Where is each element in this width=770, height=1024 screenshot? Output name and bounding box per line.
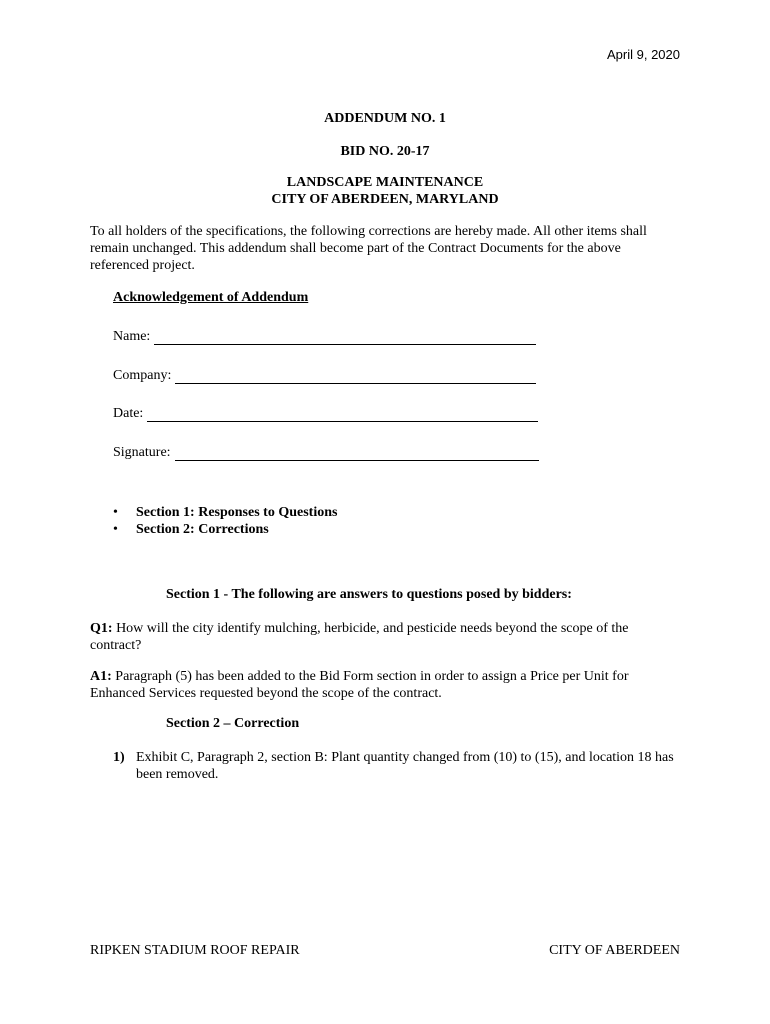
signature-label: Signature: [113,445,171,460]
company-label: Company: [113,368,172,383]
question-tag: Q1: [90,621,113,636]
company-line[interactable] [175,369,536,384]
signature-line[interactable] [175,446,539,461]
correction-number: 1) [113,750,125,765]
list-item-label: Section 1: Responses to Questions [136,505,338,520]
acknowledgement-title: Acknowledgement of Addendum [113,290,309,305]
footer-city: CITY OF ABERDEEN [549,943,680,958]
addendum-number: ADDENDUM NO. 1 [324,111,446,126]
date-label: Date: [113,406,144,421]
intro-paragraph: To all holders of the specifications, the following corrections are hereby made. All other items shall remain unchanged. This addendum shall become part of the Contract Documents for the above referenced project. [90,224,647,273]
date-line[interactable] [147,407,538,422]
project-name: LANDSCAPE MAINTENANCE [286,175,484,190]
bullet-icon: • [113,522,118,537]
bid-number: BID NO. 20-17 [340,144,430,159]
list-item [113,521,337,538]
section-list [113,504,337,538]
bullet-icon: • [113,505,118,520]
company-field [113,367,536,384]
section1-title: Section 1 - The following are answers to questions posed by bidders: [166,587,572,602]
list-item [113,504,337,521]
name-label: Name: [113,329,151,344]
answer-1 [90,668,680,702]
question-text: How will the city identify mulching, herbicide, and pesticide needs beyond the scope of the contract? [90,621,629,653]
section2-title: Section 2 – Correction [166,716,300,731]
answer-tag: A1: [90,669,112,684]
answer-text: Paragraph (5) has been added to the Bid Form section in order to assign a Price per Unit for Enhanced Services requested beyond the scope of the contract. [90,669,629,701]
document-date: April 9, 2020 [607,47,680,62]
name-field [113,328,536,345]
name-line[interactable] [154,330,536,345]
project-city: CITY OF ABERDEEN, MARYLAND [271,192,499,207]
footer-project: RIPKEN STADIUM ROOF REPAIR [90,943,300,958]
correction-item [113,749,680,783]
signature-field [113,444,539,461]
list-item-label: Section 2: Corrections [136,522,269,537]
question-1 [90,620,680,654]
date-field [113,405,538,422]
correction-text: Exhibit C, Paragraph 2, section B: Plant quantity changed from (10) to (15), and location 18 has been removed. [136,750,674,782]
